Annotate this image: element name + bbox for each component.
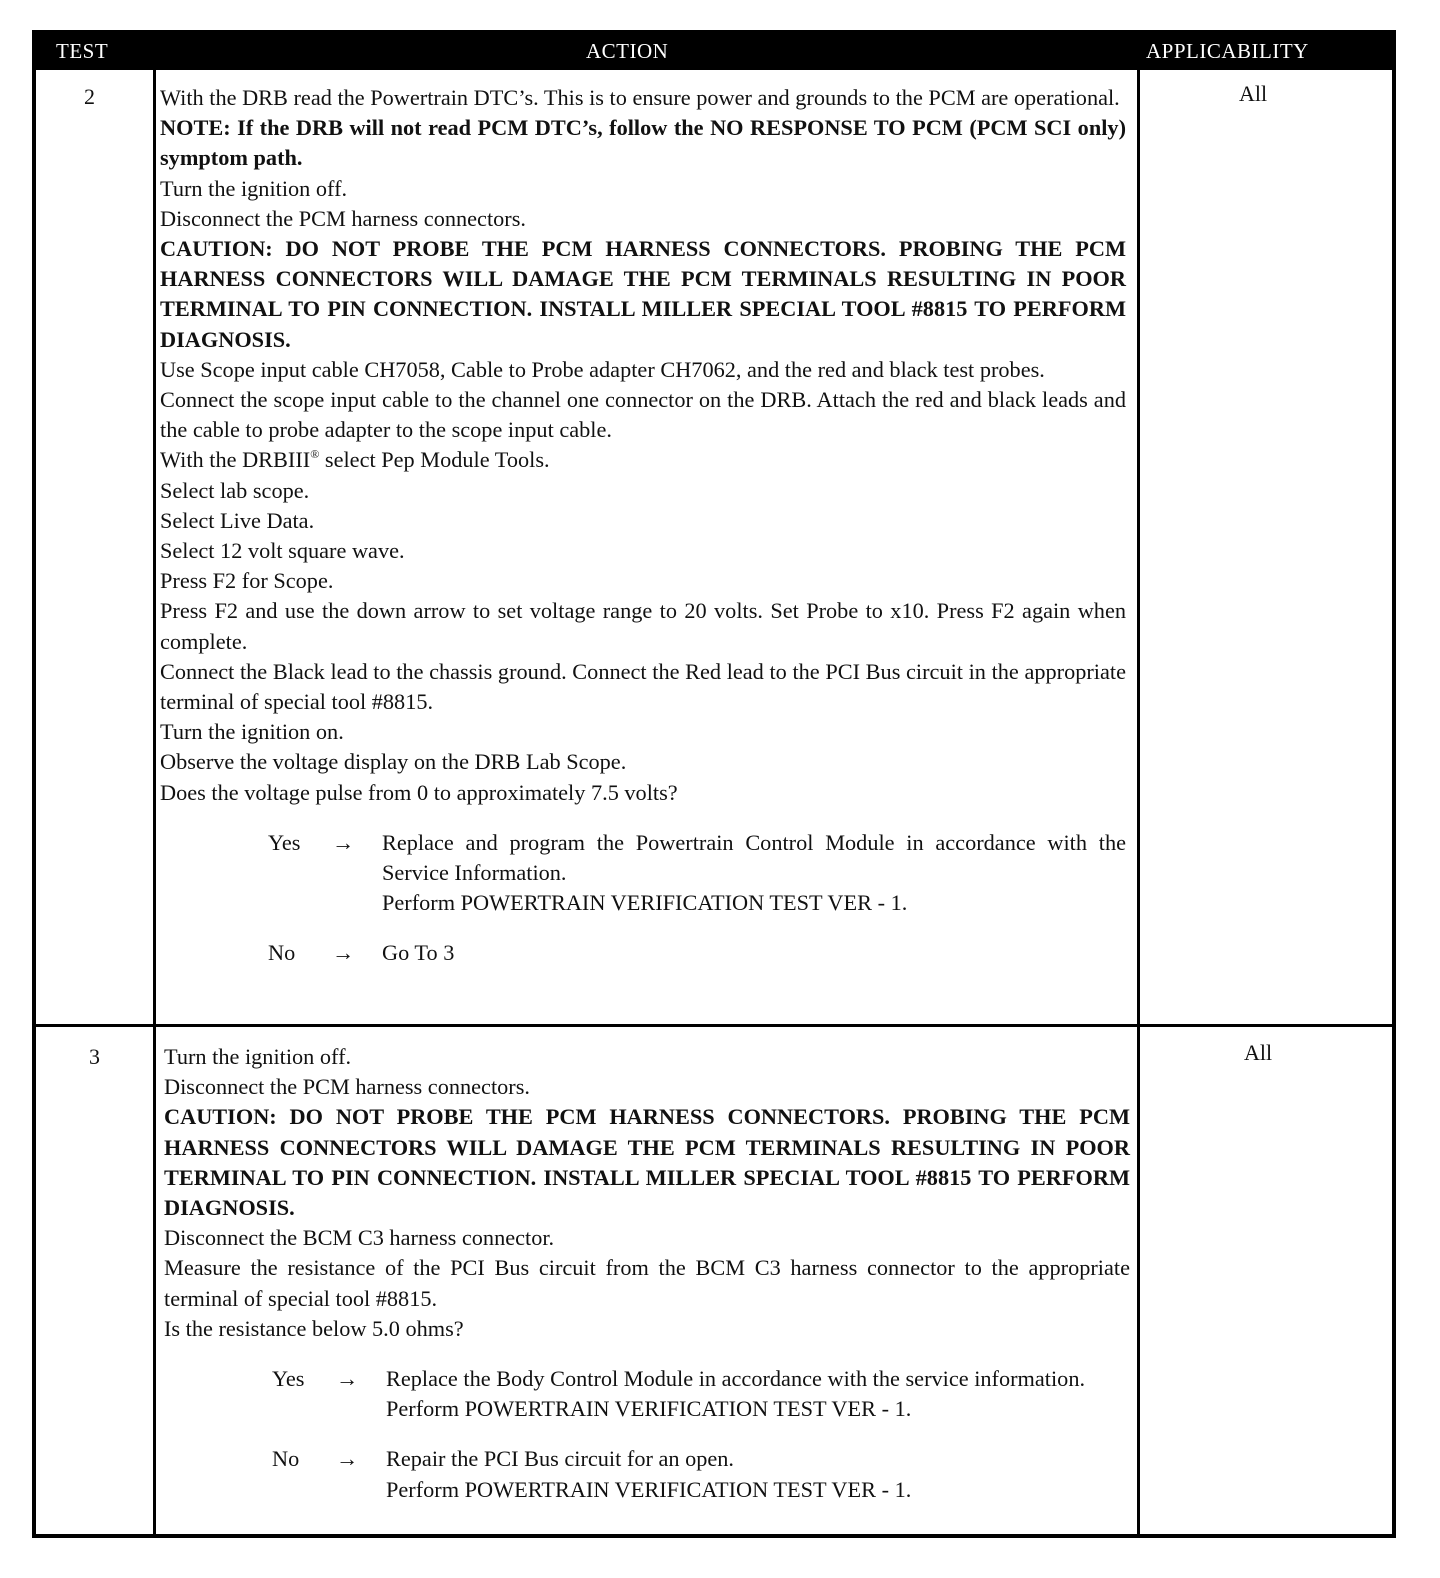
instruction-line: Select lab scope. [160, 477, 310, 503]
response-yes [160, 828, 1126, 919]
header-applicability: APPLICABILITY [1146, 39, 1309, 63]
response-line: Repair the PCI Bus circuit for an open. [386, 1446, 734, 1472]
response-text [382, 938, 1126, 968]
column-divider-applicability [1137, 70, 1140, 1538]
instruction-line: Does the voltage pulse from 0 to approximately 7.5 volts? [160, 779, 678, 805]
instruction-line: With the DRBIII® select Pep Module Tools. [160, 447, 550, 473]
column-divider-test [153, 70, 156, 1538]
instruction-line: Is the resistance below 5.0 ohms? [164, 1315, 464, 1341]
instruction-line: Press F2 and use the down arrow to set voltage range to 20 volts. Set Probe to x10. Press F2 again when complete. [160, 598, 1126, 654]
instruction-line: Measure the resistance of the PCI Bus circuit from the BCM C3 harness connector to the appropriate terminal of special tool #8815. [164, 1255, 1130, 1311]
response-line: Replace and program the Powertrain Control Module in accordance with the Service Information. [382, 829, 1126, 886]
instruction-line: Connect the scope input cable to the channel one connector on the DRB. Attach the red and black leads and the cable to probe adapter to the scope input cable. [160, 387, 1126, 443]
header-test: TEST [56, 39, 109, 63]
row-divider [36, 1024, 1392, 1027]
warning-text: NOTE: If the DRB will not read PCM DTC’s, follow the NO RESPONSE TO PCM (PCM SCI only) symptom path. [160, 115, 1126, 171]
diagnostic-table [32, 30, 1396, 1538]
action-cell [164, 1042, 1130, 1505]
instruction-line: Disconnect the PCM harness connectors. [164, 1074, 530, 1100]
arrow-icon: → [336, 1446, 359, 1472]
response-no [164, 1444, 1130, 1504]
applicability-value: All [1239, 81, 1268, 106]
instruction-line: Select Live Data. [160, 507, 315, 533]
warning-text: CAUTION: DO NOT PROBE THE PCM HARNESS CONNECTORS. PROBING THE PCM HARNESS CONNECTORS WILL DAMAGE THE PCM TERMINALS RESULTING IN POOR TERMINAL TO PIN CONNECTION. INSTALL MILLER SPECIAL TOOL #8815 TO PERFORM DIAGNOSIS. [160, 236, 1126, 352]
table-header [36, 34, 1392, 70]
instruction-line: Turn the ignition on. [160, 719, 344, 745]
instruction-line: Disconnect the BCM C3 harness connector. [164, 1225, 555, 1251]
response-label: Yes [272, 1366, 305, 1392]
instruction-line: Connect the Black lead to the chassis ground. Connect the Red lead to the PCI Bus circuit in the appropriate terminal of special tool #8815. [160, 658, 1126, 715]
response-label: Yes [268, 829, 301, 855]
test-number: 2 [84, 84, 95, 109]
instruction-line: Use Scope input cable CH7058, Cable to Probe adapter CH7062, and the red and black test probes. [160, 356, 1045, 382]
instruction-line: Turn the ignition off. [164, 1044, 352, 1069]
response-text [386, 1444, 1130, 1504]
response-yes [164, 1364, 1130, 1424]
instruction-line: With the DRB read the Powertrain DTC’s. This is to ensure power and grounds to the PCM are operational. [160, 85, 1120, 110]
response-label: No [272, 1446, 300, 1472]
response-text [386, 1364, 1130, 1424]
action-cell [160, 83, 1126, 969]
instruction-line: Observe the voltage display on the DRB Lab Scope. [160, 749, 627, 775]
instruction-line: Turn the ignition off. [160, 175, 348, 201]
response-line: Perform POWERTRAIN VERIFICATION TEST VER - 1. [386, 1476, 912, 1502]
instruction-line: Press F2 for Scope. [160, 568, 334, 594]
response-line: Go To 3 [382, 940, 455, 966]
diagnostic-test-page [32, 30, 1396, 1538]
response-line: Perform POWERTRAIN VERIFICATION TEST VER - 1. [386, 1396, 912, 1422]
response-no [160, 938, 1126, 968]
response-label: No [268, 940, 296, 966]
instruction-line: Select 12 volt square wave. [160, 538, 405, 564]
applicability-value: All [1244, 1040, 1273, 1065]
arrow-icon: → [336, 1366, 359, 1392]
arrow-icon: → [332, 940, 355, 966]
instruction-line: Disconnect the PCM harness connectors. [160, 205, 526, 231]
warning-text: CAUTION: DO NOT PROBE THE PCM HARNESS CONNECTORS. PROBING THE PCM HARNESS CONNECTORS WILL DAMAGE THE PCM TERMINALS RESULTING IN POOR TERMINAL TO PIN CONNECTION. INSTALL MILLER SPECIAL TOOL #8815 TO PERFORM DIAGNOSIS. [164, 1104, 1130, 1221]
response-text [382, 828, 1126, 919]
arrow-icon: → [332, 829, 355, 855]
response-line: Perform POWERTRAIN VERIFICATION TEST VER - 1. [382, 890, 908, 916]
response-line: Replace the Body Control Module in accordance with the service information. [386, 1366, 1086, 1392]
test-number: 3 [89, 1044, 100, 1069]
header-action: ACTION [586, 39, 669, 63]
